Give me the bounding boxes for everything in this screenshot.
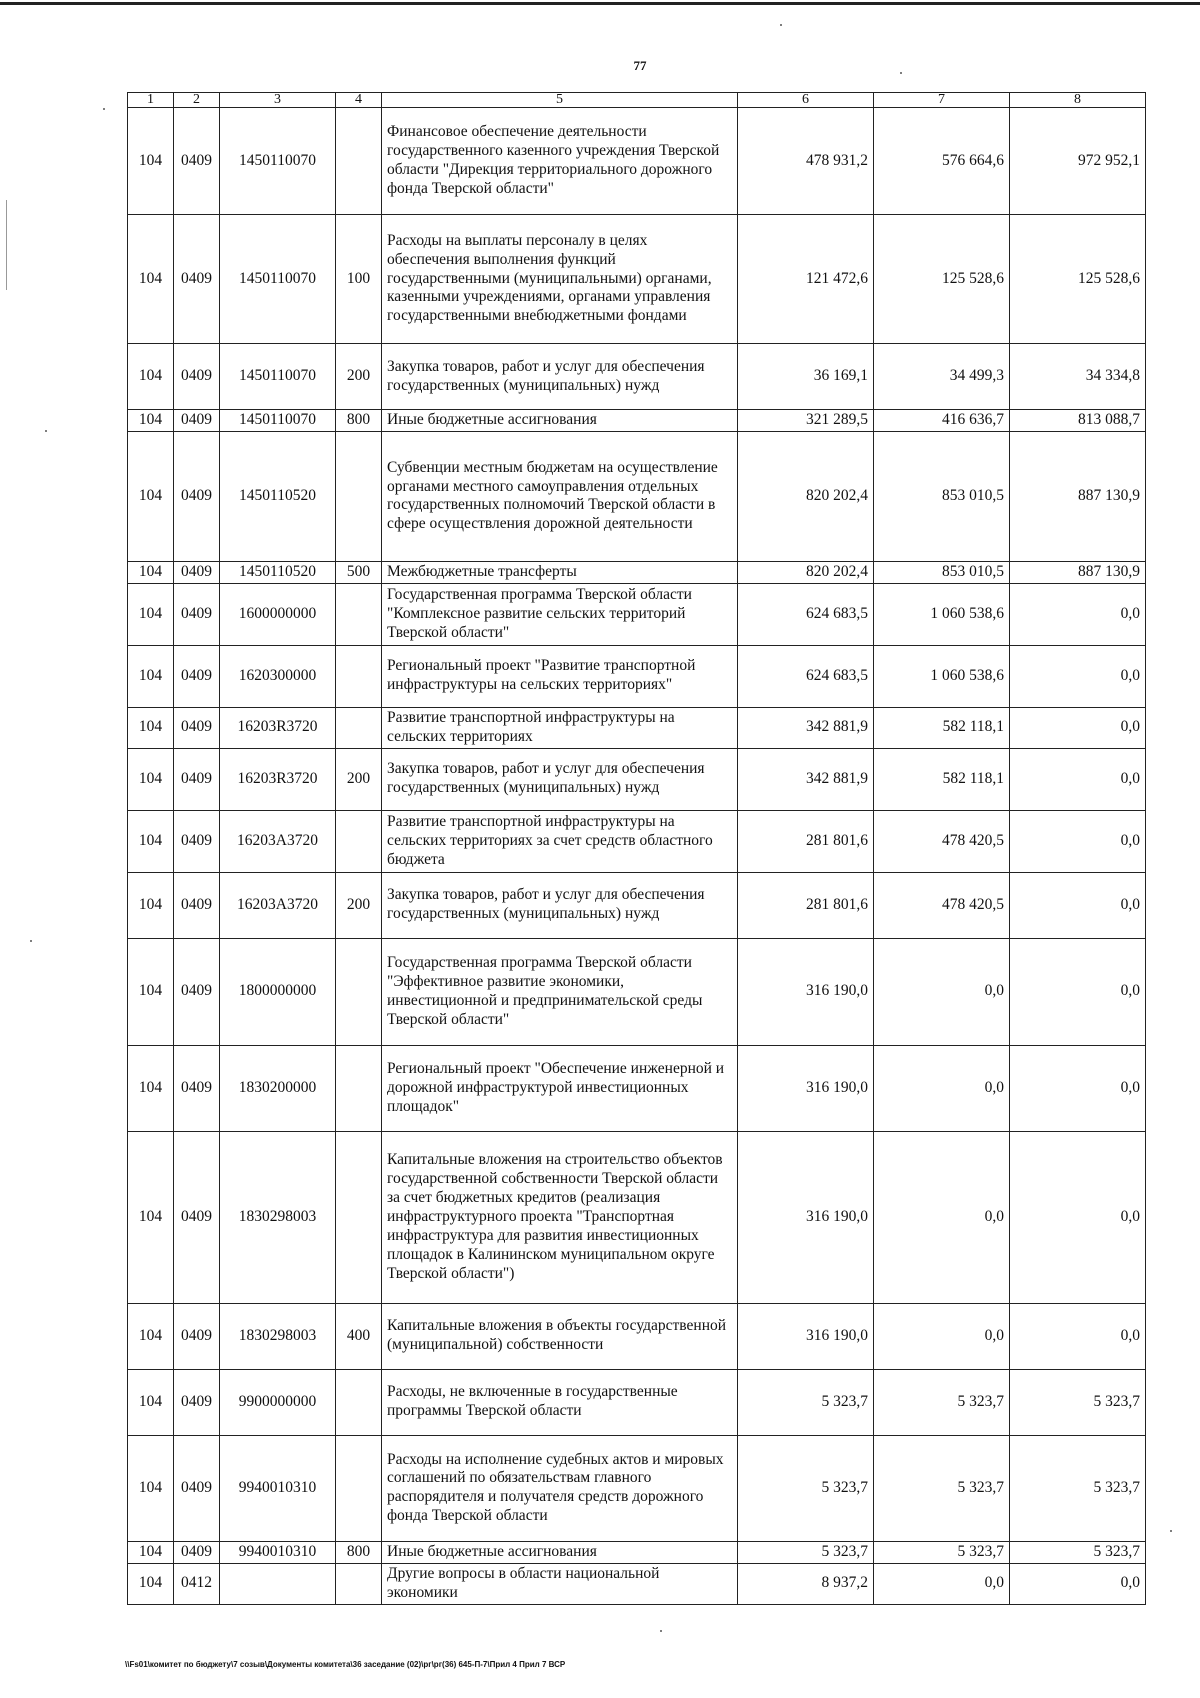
section-code-cell: 104 xyxy=(128,1369,174,1435)
target-article-cell: 16203R3720 xyxy=(220,748,336,810)
subsection-code-cell: 0409 xyxy=(174,410,220,432)
expense-type-cell: 800 xyxy=(336,410,382,432)
amount-col8-cell: 972 952,1 xyxy=(1010,108,1146,215)
target-article-cell: 1830200000 xyxy=(220,1045,336,1131)
amount-col7-cell: 5 323,7 xyxy=(874,1435,1010,1541)
table-row xyxy=(128,810,1146,872)
amount-col8-cell: 887 130,9 xyxy=(1010,561,1146,583)
table-row xyxy=(128,1435,1146,1541)
target-article-cell xyxy=(220,1563,336,1604)
target-article-cell: 16203A3720 xyxy=(220,872,336,938)
top-border-line xyxy=(0,2,1200,5)
amount-col7-cell: 0,0 xyxy=(874,938,1010,1045)
amount-col8-cell: 813 088,7 xyxy=(1010,410,1146,432)
amount-col8-cell: 5 323,7 xyxy=(1010,1435,1146,1541)
table-row xyxy=(128,561,1146,583)
section-code-cell: 104 xyxy=(128,1131,174,1303)
table-row xyxy=(128,1541,1146,1563)
col-header-4: 4 xyxy=(336,93,382,108)
expense-type-cell xyxy=(336,810,382,872)
subsection-code-cell: 0409 xyxy=(174,938,220,1045)
amount-col8-cell: 0,0 xyxy=(1010,583,1146,645)
amount-col6-cell: 316 190,0 xyxy=(738,1045,874,1131)
section-code-cell: 104 xyxy=(128,410,174,432)
expense-type-cell xyxy=(336,431,382,561)
subsection-code-cell: 0409 xyxy=(174,108,220,215)
amount-col6-cell: 342 881,9 xyxy=(738,707,874,748)
description-cell: Закупка товаров, работ и услуг для обеспечения государственных (муниципальных) нужд xyxy=(382,748,738,810)
footer-file-path: \\Fs01\комитет по бюджету\7 созыв\Документы комитета\36 заседание (02)\рг\рг(36) 645-П-7\Прил 4 Прил 7 ВСР xyxy=(125,1660,566,1669)
subsection-code-cell: 0409 xyxy=(174,215,220,344)
description-cell: Закупка товаров, работ и услуг для обеспечения государственных (муниципальных) нужд xyxy=(382,344,738,410)
table-row xyxy=(128,872,1146,938)
amount-col8-cell: 0,0 xyxy=(1010,810,1146,872)
target-article-cell: 1450110070 xyxy=(220,344,336,410)
subsection-code-cell: 0409 xyxy=(174,645,220,707)
amount-col8-cell: 34 334,8 xyxy=(1010,344,1146,410)
target-article-cell: 1450110070 xyxy=(220,108,336,215)
amount-col6-cell: 5 323,7 xyxy=(738,1369,874,1435)
amount-col7-cell: 853 010,5 xyxy=(874,561,1010,583)
target-article-cell: 9900000000 xyxy=(220,1369,336,1435)
target-article-cell: 1830298003 xyxy=(220,1131,336,1303)
description-cell: Иные бюджетные ассигнования xyxy=(382,410,738,432)
amount-col8-cell: 0,0 xyxy=(1010,748,1146,810)
expense-type-cell xyxy=(336,707,382,748)
description-cell: Другие вопросы в области национальной экономики xyxy=(382,1563,738,1604)
amount-col7-cell: 1 060 538,6 xyxy=(874,583,1010,645)
amount-col6-cell: 316 190,0 xyxy=(738,1131,874,1303)
amount-col7-cell: 0,0 xyxy=(874,1563,1010,1604)
section-code-cell: 104 xyxy=(128,431,174,561)
col-header-6: 6 xyxy=(738,93,874,108)
description-cell: Капитальные вложения на строительство объектов государственной собственности Тверской области за счет бюджетных кредитов (реализация инфраструктурного проекта "Транспортная инфраструктура для развития инвестиционных площадок в Калининском муниципальном округе Тверской области") xyxy=(382,1131,738,1303)
subsection-code-cell: 0409 xyxy=(174,748,220,810)
expense-type-cell xyxy=(336,1435,382,1541)
description-cell: Развитие транспортной инфраструктуры на сельских территориях xyxy=(382,707,738,748)
subsection-code-cell: 0409 xyxy=(174,1369,220,1435)
scan-speck xyxy=(780,24,782,26)
target-article-cell: 16203R3720 xyxy=(220,707,336,748)
table-row xyxy=(128,1131,1146,1303)
amount-col7-cell: 0,0 xyxy=(874,1131,1010,1303)
description-cell: Межбюджетные трансферты xyxy=(382,561,738,583)
table-row xyxy=(128,1045,1146,1131)
amount-col7-cell: 1 060 538,6 xyxy=(874,645,1010,707)
description-cell: Государственная программа Тверской области "Эффективное развитие экономики, инвестиционной и предпринимательской среды Тверской области" xyxy=(382,938,738,1045)
section-code-cell: 104 xyxy=(128,645,174,707)
col-header-8: 8 xyxy=(1010,93,1146,108)
expense-type-cell xyxy=(336,938,382,1045)
amount-col6-cell: 316 190,0 xyxy=(738,1303,874,1369)
section-code-cell: 104 xyxy=(128,215,174,344)
section-code-cell: 104 xyxy=(128,872,174,938)
amount-col6-cell: 36 169,1 xyxy=(738,344,874,410)
amount-col7-cell: 34 499,3 xyxy=(874,344,1010,410)
subsection-code-cell: 0409 xyxy=(174,1131,220,1303)
subsection-code-cell: 0409 xyxy=(174,707,220,748)
description-cell: Расходы, не включенные в государственные программы Тверской области xyxy=(382,1369,738,1435)
amount-col6-cell: 342 881,9 xyxy=(738,748,874,810)
amount-col8-cell: 0,0 xyxy=(1010,938,1146,1045)
amount-col8-cell: 0,0 xyxy=(1010,645,1146,707)
target-article-cell: 1620300000 xyxy=(220,645,336,707)
amount-col8-cell: 887 130,9 xyxy=(1010,431,1146,561)
table-row xyxy=(128,938,1146,1045)
amount-col6-cell: 5 323,7 xyxy=(738,1541,874,1563)
description-cell: Закупка товаров, работ и услуг для обеспечения государственных (муниципальных) нужд xyxy=(382,872,738,938)
amount-col6-cell: 281 801,6 xyxy=(738,810,874,872)
scan-edge-mark xyxy=(6,200,7,290)
amount-col7-cell: 0,0 xyxy=(874,1045,1010,1131)
amount-col6-cell: 624 683,5 xyxy=(738,645,874,707)
expense-type-cell: 100 xyxy=(336,215,382,344)
scan-speck xyxy=(1170,1530,1172,1532)
amount-col6-cell: 820 202,4 xyxy=(738,561,874,583)
table-row xyxy=(128,431,1146,561)
amount-col8-cell: 5 323,7 xyxy=(1010,1541,1146,1563)
expense-type-cell: 400 xyxy=(336,1303,382,1369)
amount-col6-cell: 316 190,0 xyxy=(738,938,874,1045)
table-row xyxy=(128,748,1146,810)
table-row xyxy=(128,108,1146,215)
target-article-cell: 1450110520 xyxy=(220,561,336,583)
amount-col7-cell: 416 636,7 xyxy=(874,410,1010,432)
subsection-code-cell: 0412 xyxy=(174,1563,220,1604)
section-code-cell: 104 xyxy=(128,748,174,810)
expense-type-cell: 200 xyxy=(336,872,382,938)
table-row xyxy=(128,1303,1146,1369)
amount-col6-cell: 5 323,7 xyxy=(738,1435,874,1541)
amount-col7-cell: 853 010,5 xyxy=(874,431,1010,561)
col-header-5: 5 xyxy=(382,93,738,108)
description-cell: Государственная программа Тверской области "Комплексное развитие сельских территорий Тверской области" xyxy=(382,583,738,645)
expense-type-cell: 800 xyxy=(336,1541,382,1563)
amount-col8-cell: 0,0 xyxy=(1010,1131,1146,1303)
expense-type-cell xyxy=(336,108,382,215)
col-header-1: 1 xyxy=(128,93,174,108)
section-code-cell: 104 xyxy=(128,938,174,1045)
amount-col8-cell: 0,0 xyxy=(1010,1045,1146,1131)
amount-col7-cell: 582 118,1 xyxy=(874,707,1010,748)
section-code-cell: 104 xyxy=(128,583,174,645)
amount-col8-cell: 0,0 xyxy=(1010,872,1146,938)
target-article-cell: 9940010310 xyxy=(220,1435,336,1541)
section-code-cell: 104 xyxy=(128,344,174,410)
description-cell: Региональный проект "Развитие транспортной инфраструктуры на сельских территориях" xyxy=(382,645,738,707)
subsection-code-cell: 0409 xyxy=(174,1303,220,1369)
budget-table xyxy=(127,92,1146,1605)
col-header-2: 2 xyxy=(174,93,220,108)
section-code-cell: 104 xyxy=(128,1563,174,1604)
expense-type-cell: 500 xyxy=(336,561,382,583)
amount-col6-cell: 478 931,2 xyxy=(738,108,874,215)
subsection-code-cell: 0409 xyxy=(174,431,220,561)
description-cell: Финансовое обеспечение деятельности государственного казенного учреждения Тверской области "Дирекция территориального дорожного фонда Тверской области" xyxy=(382,108,738,215)
target-article-cell: 1450110070 xyxy=(220,215,336,344)
description-cell: Капитальные вложения в объекты государственной (муниципальной) собственности xyxy=(382,1303,738,1369)
target-article-cell: 9940010310 xyxy=(220,1541,336,1563)
amount-col7-cell: 582 118,1 xyxy=(874,748,1010,810)
subsection-code-cell: 0409 xyxy=(174,810,220,872)
amount-col8-cell: 0,0 xyxy=(1010,1303,1146,1369)
amount-col7-cell: 125 528,6 xyxy=(874,215,1010,344)
scan-speck xyxy=(900,72,902,74)
target-article-cell: 1450110070 xyxy=(220,410,336,432)
table-row xyxy=(128,344,1146,410)
scan-speck xyxy=(30,940,32,942)
table-row xyxy=(128,645,1146,707)
section-code-cell: 104 xyxy=(128,1045,174,1131)
description-cell: Региональный проект "Обеспечение инженерной и дорожной инфраструктурой инвестиционных площадок" xyxy=(382,1045,738,1131)
subsection-code-cell: 0409 xyxy=(174,1045,220,1131)
amount-col6-cell: 281 801,6 xyxy=(738,872,874,938)
amount-col6-cell: 321 289,5 xyxy=(738,410,874,432)
section-code-cell: 104 xyxy=(128,108,174,215)
target-article-cell: 16203A3720 xyxy=(220,810,336,872)
amount-col6-cell: 820 202,4 xyxy=(738,431,874,561)
description-cell: Расходы на выплаты персоналу в целях обеспечения выполнения функций государственными (муниципальными) органами, казенными учреждениями, органами управления государственными внебюджетными фондами xyxy=(382,215,738,344)
section-code-cell: 104 xyxy=(128,1435,174,1541)
section-code-cell: 104 xyxy=(128,810,174,872)
section-code-cell: 104 xyxy=(128,707,174,748)
section-code-cell: 104 xyxy=(128,1303,174,1369)
expense-type-cell xyxy=(336,1045,382,1131)
expense-type-cell xyxy=(336,1131,382,1303)
subsection-code-cell: 0409 xyxy=(174,1541,220,1563)
amount-col6-cell: 121 472,6 xyxy=(738,215,874,344)
target-article-cell: 1600000000 xyxy=(220,583,336,645)
description-cell: Иные бюджетные ассигнования xyxy=(382,1541,738,1563)
amount-col8-cell: 5 323,7 xyxy=(1010,1369,1146,1435)
description-cell: Расходы на исполнение судебных актов и мировых соглашений по обязательствам главного распорядителя и получателя средств дорожного фонда Тверской области xyxy=(382,1435,738,1541)
expense-type-cell xyxy=(336,645,382,707)
subsection-code-cell: 0409 xyxy=(174,1435,220,1541)
table-row xyxy=(128,410,1146,432)
expense-type-cell xyxy=(336,1563,382,1604)
col-header-7: 7 xyxy=(874,93,1010,108)
amount-col6-cell: 8 937,2 xyxy=(738,1563,874,1604)
amount-col7-cell: 576 664,6 xyxy=(874,108,1010,215)
amount-col8-cell: 0,0 xyxy=(1010,1563,1146,1604)
amount-col7-cell: 5 323,7 xyxy=(874,1369,1010,1435)
description-cell: Развитие транспортной инфраструктуры на сельских территориях за счет средств областного бюджета xyxy=(382,810,738,872)
subsection-code-cell: 0409 xyxy=(174,344,220,410)
amount-col8-cell: 0,0 xyxy=(1010,707,1146,748)
amount-col7-cell: 5 323,7 xyxy=(874,1541,1010,1563)
description-cell: Субвенции местным бюджетам на осуществление органами местного самоуправления отдельных государственных полномочий Тверской области в сфере осуществления дорожной деятельности xyxy=(382,431,738,561)
expense-type-cell: 200 xyxy=(336,344,382,410)
table-row xyxy=(128,583,1146,645)
table-row xyxy=(128,707,1146,748)
target-article-cell: 1800000000 xyxy=(220,938,336,1045)
target-article-cell: 1450110520 xyxy=(220,431,336,561)
expense-type-cell xyxy=(336,1369,382,1435)
section-code-cell: 104 xyxy=(128,1541,174,1563)
expense-type-cell xyxy=(336,583,382,645)
subsection-code-cell: 0409 xyxy=(174,583,220,645)
subsection-code-cell: 0409 xyxy=(174,872,220,938)
section-code-cell: 104 xyxy=(128,561,174,583)
col-header-3: 3 xyxy=(220,93,336,108)
page-number: 77 xyxy=(633,58,647,73)
table-row xyxy=(128,215,1146,344)
amount-col7-cell: 478 420,5 xyxy=(874,810,1010,872)
target-article-cell: 1830298003 xyxy=(220,1303,336,1369)
column-number-header-row xyxy=(128,93,1146,108)
table-body xyxy=(128,108,1146,1605)
amount-col7-cell: 0,0 xyxy=(874,1303,1010,1369)
amount-col8-cell: 125 528,6 xyxy=(1010,215,1146,344)
subsection-code-cell: 0409 xyxy=(174,561,220,583)
amount-col7-cell: 478 420,5 xyxy=(874,872,1010,938)
expense-type-cell: 200 xyxy=(336,748,382,810)
scan-speck xyxy=(660,1630,662,1632)
scan-speck xyxy=(103,108,105,110)
table-row xyxy=(128,1369,1146,1435)
scan-speck xyxy=(45,430,47,432)
table-row xyxy=(128,1563,1146,1604)
amount-col6-cell: 624 683,5 xyxy=(738,583,874,645)
